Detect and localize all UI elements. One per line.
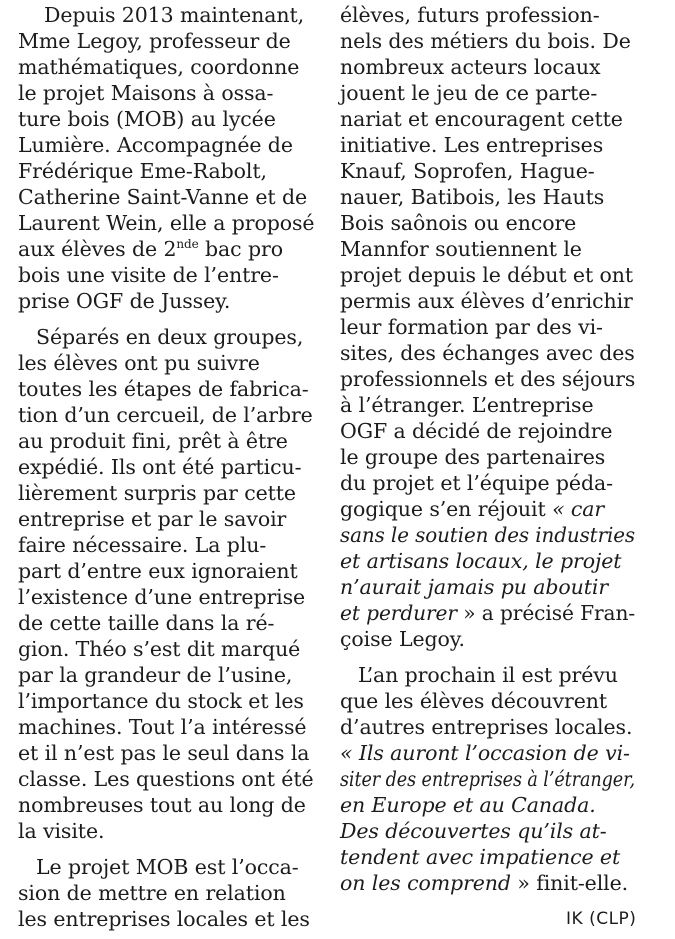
right-column-line: du projet et l’équipe péda- bbox=[340, 471, 613, 495]
author-credit: IK (CLP) bbox=[566, 909, 637, 929]
left-column-line: prise OGF de Jussey. bbox=[18, 289, 231, 313]
left-column-line: tion d’un cercueil, de l’arbre bbox=[18, 403, 313, 427]
right-column-line: et artisans locaux, le projet bbox=[340, 549, 622, 573]
left-column-line: bois une visite de l’entre- bbox=[18, 263, 279, 287]
right-column-line: d’autres entreprises locales. bbox=[340, 715, 633, 739]
right-column-line: nariat et encouragent cette bbox=[340, 107, 623, 131]
right-column-line: OGF a décidé de rejoindre bbox=[340, 419, 613, 443]
right-column-line: leur formation par des vi- bbox=[340, 315, 603, 339]
right-column-line: nauer, Batibois, les Hauts bbox=[340, 185, 605, 209]
left-column-line: sion de mettre en relation bbox=[18, 881, 286, 905]
right-column-line: à l’étranger. L’entreprise bbox=[340, 393, 594, 417]
right-column-line: en Europe et au Canada. bbox=[340, 793, 596, 817]
left-column-line: Le projet MOB est l’occa- bbox=[36, 855, 299, 879]
right-column-line: « Ils auront l’occasion de vi- bbox=[340, 741, 630, 765]
right-column-line: L’an prochain il est prévu bbox=[358, 663, 618, 687]
left-column-line: la visite. bbox=[18, 819, 105, 843]
left-column-line: les élèves ont pu suivre bbox=[18, 351, 260, 375]
right-column-line: projet depuis le début et ont bbox=[340, 263, 633, 287]
right-column-line: Des découvertes qu’ils at- bbox=[340, 819, 607, 843]
left-column-line: et il n’est pas le seul dans la bbox=[18, 741, 310, 765]
left-column-line: de cette taille dans la ré- bbox=[18, 611, 275, 635]
left-column-line: aux élèves de 2nde bac pro bbox=[18, 237, 283, 261]
left-column-line: machines. Tout l’a intéressé bbox=[18, 715, 307, 739]
right-column-line: sites, des échanges avec des bbox=[340, 341, 635, 365]
left-column-line: part d’entre eux ignoraient bbox=[18, 559, 298, 583]
right-column-line: nombreux acteurs locaux bbox=[340, 55, 601, 79]
left-column-line: par la grandeur de l’usine, bbox=[18, 663, 293, 687]
right-column-line: çoise Legoy. bbox=[340, 627, 465, 651]
left-column-line: l’existence d’une entreprise bbox=[18, 585, 306, 609]
left-column-line: nombreuses tout au long de bbox=[18, 793, 306, 817]
left-column-line: l’importance du stock et les bbox=[18, 689, 304, 713]
left-column-line: Laurent Wein, elle a proposé bbox=[18, 211, 315, 235]
left-column-line: classe. Les questions ont été bbox=[18, 767, 314, 791]
left-column-line: le projet Maisons à ossa- bbox=[18, 81, 274, 105]
left-column-line: lièrement surpris par cette bbox=[18, 481, 296, 505]
left-column-line: Lumière. Accompagnée de bbox=[18, 133, 293, 157]
right-column-line: nels des métiers du bois. De bbox=[340, 29, 631, 53]
left-column-line: mathématiques, coordonne bbox=[18, 55, 300, 79]
right-column-line: que les élèves découvrent bbox=[340, 689, 608, 713]
right-column-line: jouent le jeu de ce parte- bbox=[340, 81, 598, 105]
right-column-line: tendent avec impatience et bbox=[340, 845, 621, 869]
right-column-line: gogique s’en réjouit « car bbox=[340, 497, 605, 521]
left-column-line: toutes les étapes de fabrica- bbox=[18, 377, 309, 401]
right-column-line: on les comprend » finit-elle. bbox=[340, 871, 629, 895]
left-column-line: ture bois (MOB) au lycée bbox=[18, 107, 276, 131]
right-column-line: Bois saônois ou encore bbox=[340, 211, 577, 235]
left-column-line: expédié. Ils ont été particu- bbox=[18, 455, 302, 479]
left-column-line: entreprise et par le savoir bbox=[18, 507, 287, 531]
left-column-line: Séparés en deux groupes, bbox=[36, 325, 304, 349]
right-column-line: permis aux élèves d’enrichir bbox=[340, 289, 633, 313]
right-column-line: Mannfor soutiennent le bbox=[340, 237, 582, 261]
left-column-line: Depuis 2013 maintenant, bbox=[44, 3, 305, 27]
right-column-line: professionnels et des séjours bbox=[340, 367, 636, 391]
right-column-line: n’aurait jamais pu aboutir bbox=[340, 575, 609, 599]
left-column-line: Catherine Saint-Vanne et de bbox=[18, 185, 308, 209]
left-column-line: gion. Théo s’est dit marqué bbox=[18, 637, 301, 661]
right-column-line: le groupe des partenaires bbox=[340, 445, 606, 469]
right-column-line: initiative. Les entreprises bbox=[340, 133, 604, 157]
left-column-line: les entreprises locales et les bbox=[18, 907, 310, 931]
right-column-line: Knauf, Soprofen, Hague- bbox=[340, 159, 595, 183]
left-column-line: faire nécessaire. La plu- bbox=[18, 533, 267, 557]
right-column-line: sans le soutien des industries bbox=[340, 523, 636, 547]
right-column-line: siter des entreprises à l’étranger, bbox=[340, 767, 635, 791]
left-column-line: Mme Legoy, professeur de bbox=[18, 29, 291, 53]
left-column-line: Frédérique Eme-Rabolt, bbox=[18, 159, 267, 183]
right-column-line: élèves, futurs profession- bbox=[340, 3, 600, 27]
right-column-line: et perdurer » a précisé Fran- bbox=[340, 601, 636, 625]
left-column-line: au produit fini, prêt à être bbox=[18, 429, 288, 453]
